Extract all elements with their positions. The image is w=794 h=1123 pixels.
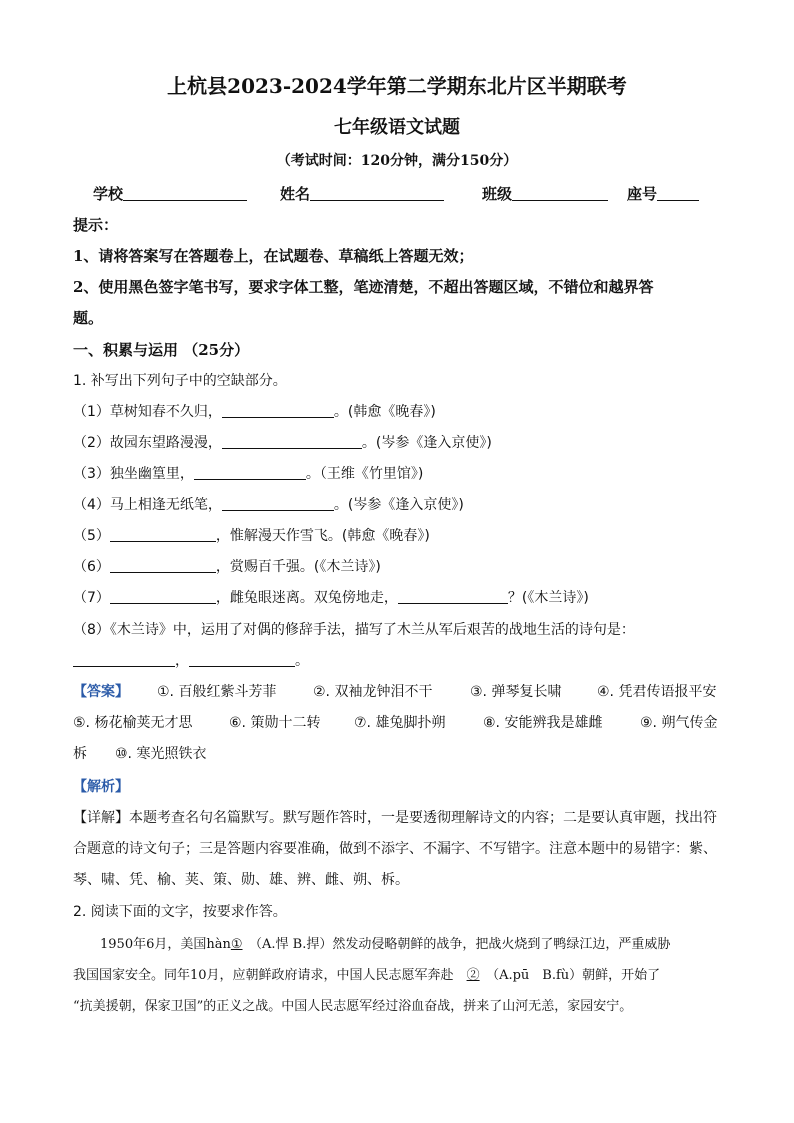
answer-item-3: ③. 弹琴复长啸 — [470, 684, 562, 700]
q1-stem: 1. 补写出下列句子中的空缺部分。 — [73, 373, 287, 389]
exam-subtitle: 七年级语文试题 — [334, 117, 460, 138]
answer-item-5: ⑤. 杨花榆荚无才思 — [73, 715, 193, 731]
blank-1: ① — [230, 937, 243, 952]
answer-item-8: ⑧. 安能辨我是雄雌 — [483, 715, 603, 731]
name-field — [280, 183, 444, 204]
school-label: 学校 — [93, 185, 124, 203]
q1-item-6: （6） ，赏赐百千强。(《木兰诗》) — [73, 559, 381, 575]
tip-2: 2、使用黑色签字笔书写，要求字体工整，笔迹清楚，不超出答题区域，不错位和越界答 — [73, 278, 654, 296]
answer-item-6: ⑥. 策勋十二转 — [229, 715, 321, 731]
detail-label: 【详解】 — [73, 810, 129, 826]
q2-passage-line-2: 我国国家安全。同年10月，应朝鲜政府请求，中国人民志愿军奔赴 ② （A.pū B.fù）朝鲜，开始了 — [73, 968, 661, 983]
q2-passage-line-1: 1950年6月，美国hàn① （A.悍 B.捍）然发动侵略朝鲜的战争，把战火烧到了鸭绿江边，严重威胁 — [100, 937, 671, 952]
answer-item-7: ⑦. 雄兔脚扑朔 — [354, 715, 446, 731]
answer-item-9-wrap: 柝 — [73, 746, 87, 762]
tip-2-cont: 题。 — [73, 309, 104, 327]
q2-stem: 2. 阅读下面的文字，按要求作答。 — [73, 904, 287, 920]
analysis-label: 【解析】 — [73, 779, 129, 795]
class-label: 班级 — [482, 185, 513, 203]
q1-item-3: （3）独坐幽篁里， 。（王维《竹里馆》) — [73, 466, 424, 482]
answer-label: 【答案】 — [73, 684, 129, 700]
name-label: 姓名 — [280, 185, 311, 203]
q1-item-1: （1）草树知春不久归， 。(韩愈《晚春》) — [73, 404, 436, 420]
q2-passage-line-3: “抗美援朝，保家卫国”的正义之战。中国人民志愿军经过浴血奋战，拼来了山河无恙，家园安宁。 — [73, 999, 633, 1014]
seat-field — [627, 183, 699, 204]
blank-2: ② — [466, 968, 480, 983]
answer-item-1: ①. 百般红紫斗芳菲 — [157, 684, 277, 700]
answer-item-4: ④. 凭君传语报平安 — [597, 684, 717, 700]
analysis-line-2: 合题意的诗文句子；三是答题内容要准确，做到不添字、不漏字、不写错字。注意本题中的易错字：紫、 — [73, 841, 717, 857]
exam-title: 上杭县2023-2024学年第二学期东北片区半期联考 — [167, 74, 627, 98]
section-heading: 一、积累与运用 （25分） — [73, 341, 250, 359]
answer-item-2: ②. 双袖龙钟泪不干 — [313, 684, 433, 700]
q1-item-8-blanks: ， 。 — [73, 650, 309, 670]
tip-1: 1、请将答案写在答题卷上，在试题卷、草稿纸上答题无效； — [73, 247, 474, 265]
seat-label: 座号 — [627, 185, 658, 203]
tips-label: 提示： — [73, 216, 119, 234]
answer-item-10: ⑩. 寒光照铁衣 — [115, 746, 207, 762]
exam-info: （考试时间：120分钟，满分150分） — [276, 153, 518, 169]
q1-item-8: （8）《木兰诗》中，运用了对偶的修辞手法，描写了木兰从军后艰苦的战地生活的诗句是： — [73, 622, 635, 638]
q1-item-5: （5） ，惟解漫天作雪飞。(韩愈《晚春》) — [73, 528, 430, 544]
class-field — [482, 183, 608, 204]
analysis-line-1: 【详解】本题考查名句名篇默写。默写题作答时，一是要透彻理解诗文的内容；二是要认真审题，找出符 — [73, 810, 717, 826]
analysis-line-3: 琴、啸、凭、榆、荚、策、勋、雄、辨、雌、朔、柝。 — [73, 872, 409, 888]
q1-item-7: （7） ，雌兔眼迷离。双兔傍地走， ？(《木兰诗》) — [73, 590, 589, 606]
q1-item-4: （4）马上相逢无纸笔， 。(岑参《逢入京使》) — [73, 497, 464, 513]
school-field — [93, 183, 247, 204]
answer-item-9: ⑨. 朔气传金 — [640, 715, 718, 731]
q1-item-2: （2）故园东望路漫漫， 。(岑参《逢入京使》) — [73, 435, 492, 451]
